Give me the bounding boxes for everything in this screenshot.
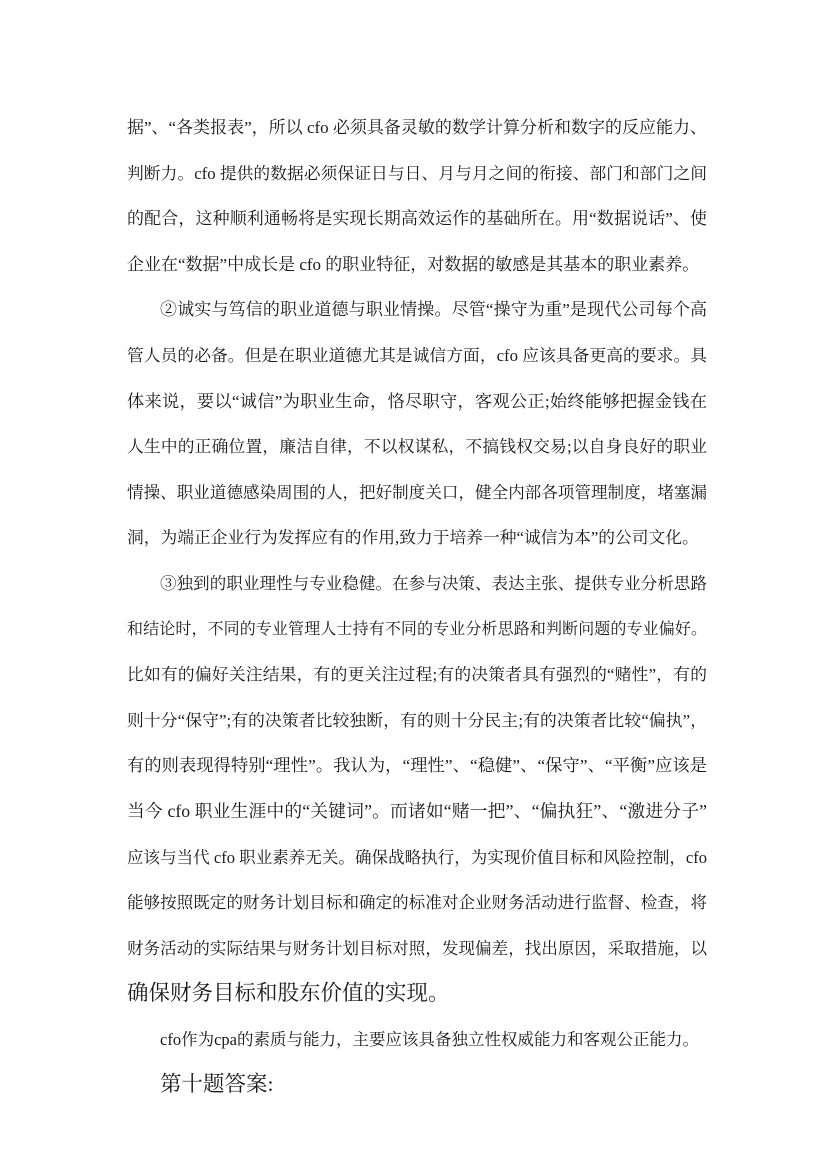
text-line: cfo作为cpa的素质与能力，主要应该具备独立性权威能力和客观公正能力。 [160, 1029, 699, 1049]
paragraph [127, 1062, 707, 1108]
text-line: 第十题答案: [160, 1072, 274, 1097]
text-line: 和结论时，不同的专业管理人士持有不同的专业分析思路和判断问题的专业偏好。 [127, 620, 707, 638]
text-line: 情操、职业道德感染周围的人，把好制度关口，健全内部各项管理制度，堵塞漏 [127, 482, 707, 502]
paragraph [127, 105, 707, 287]
text-line: 企业在“数据”中成长是 cfo 的职业特征，对数据的敏感是其基本的职业素养。 [127, 254, 700, 274]
text-line: 比如有的偏好关注结果，有的更关注过程;有的决策者具有强烈的“赌性”，有的 [127, 665, 707, 685]
text-line: 据”、“各类报表”，所以 cfo 必须具备灵敏的数学计算分析和数字的反应能力、 [127, 118, 707, 137]
text-line: 判断力。cfo 提供的数据必须保证日与日、月与月之间的衔接、部门和部门之间 [127, 163, 707, 183]
text-line: 财务活动的实际结果与财务计划目标对照，发现偏差，找出原因，采取措施，以 [127, 938, 707, 958]
text-line: 确保财务目标和股东价值的实现。 [127, 981, 450, 1006]
text-line: 有的则表现得特别“理性”。我认为，“理性”、“稳健”、“保守”、“平衡”应该是 [127, 756, 707, 776]
text-line: 应该与当代 cfo 职业素养无关。确保战略执行，为实现价值目标和风险控制，cfo [127, 847, 707, 867]
text-line: 则十分“保守”;有的决策者比较独断，有的则十分民主;有的决策者比较“偏执”， [127, 710, 707, 730]
text-line: 体来说，要以“诚信”为职业生命，恪尽职守，客观公正;始终能够把握金钱在 [127, 391, 707, 411]
paragraph [127, 287, 707, 561]
document-page [127, 105, 707, 1108]
text-line: 能够按照既定的财务计划目标和确定的标准对企业财务活动进行监督、检查，将 [127, 893, 707, 913]
text-line: ②诚实与笃信的职业道德与职业情操。尽管“操守为重”是现代公司每个高 [160, 300, 707, 320]
text-line: 洞，为端正企业行为发挥应有的作用,致力于培养一种“诚信为本”的公司文化。 [127, 528, 699, 548]
text-line: ③独到的职业理性与专业稳健。在参与决策、表达主张、提供专业分析思路 [160, 573, 707, 593]
text-line: 当今 cfo 职业生涯中的“关键词”。而诸如“赌一把”、“偏执狂”、“激进分子” [127, 800, 707, 821]
paragraph [127, 561, 707, 1017]
text-line: 管人员的必备。但是在职业道德尤其是诚信方面，cfo 应该具备更高的要求。具 [127, 345, 707, 365]
text-line: 的配合，这种顺利通畅将是实现长期高效运作的基础所在。用“数据说话”、使 [127, 209, 707, 229]
text-line: 人生中的正确位置，廉洁自律，不以权谋私，不搞钱权交易;以自身良好的职业 [127, 437, 707, 457]
paragraph [127, 1017, 707, 1063]
